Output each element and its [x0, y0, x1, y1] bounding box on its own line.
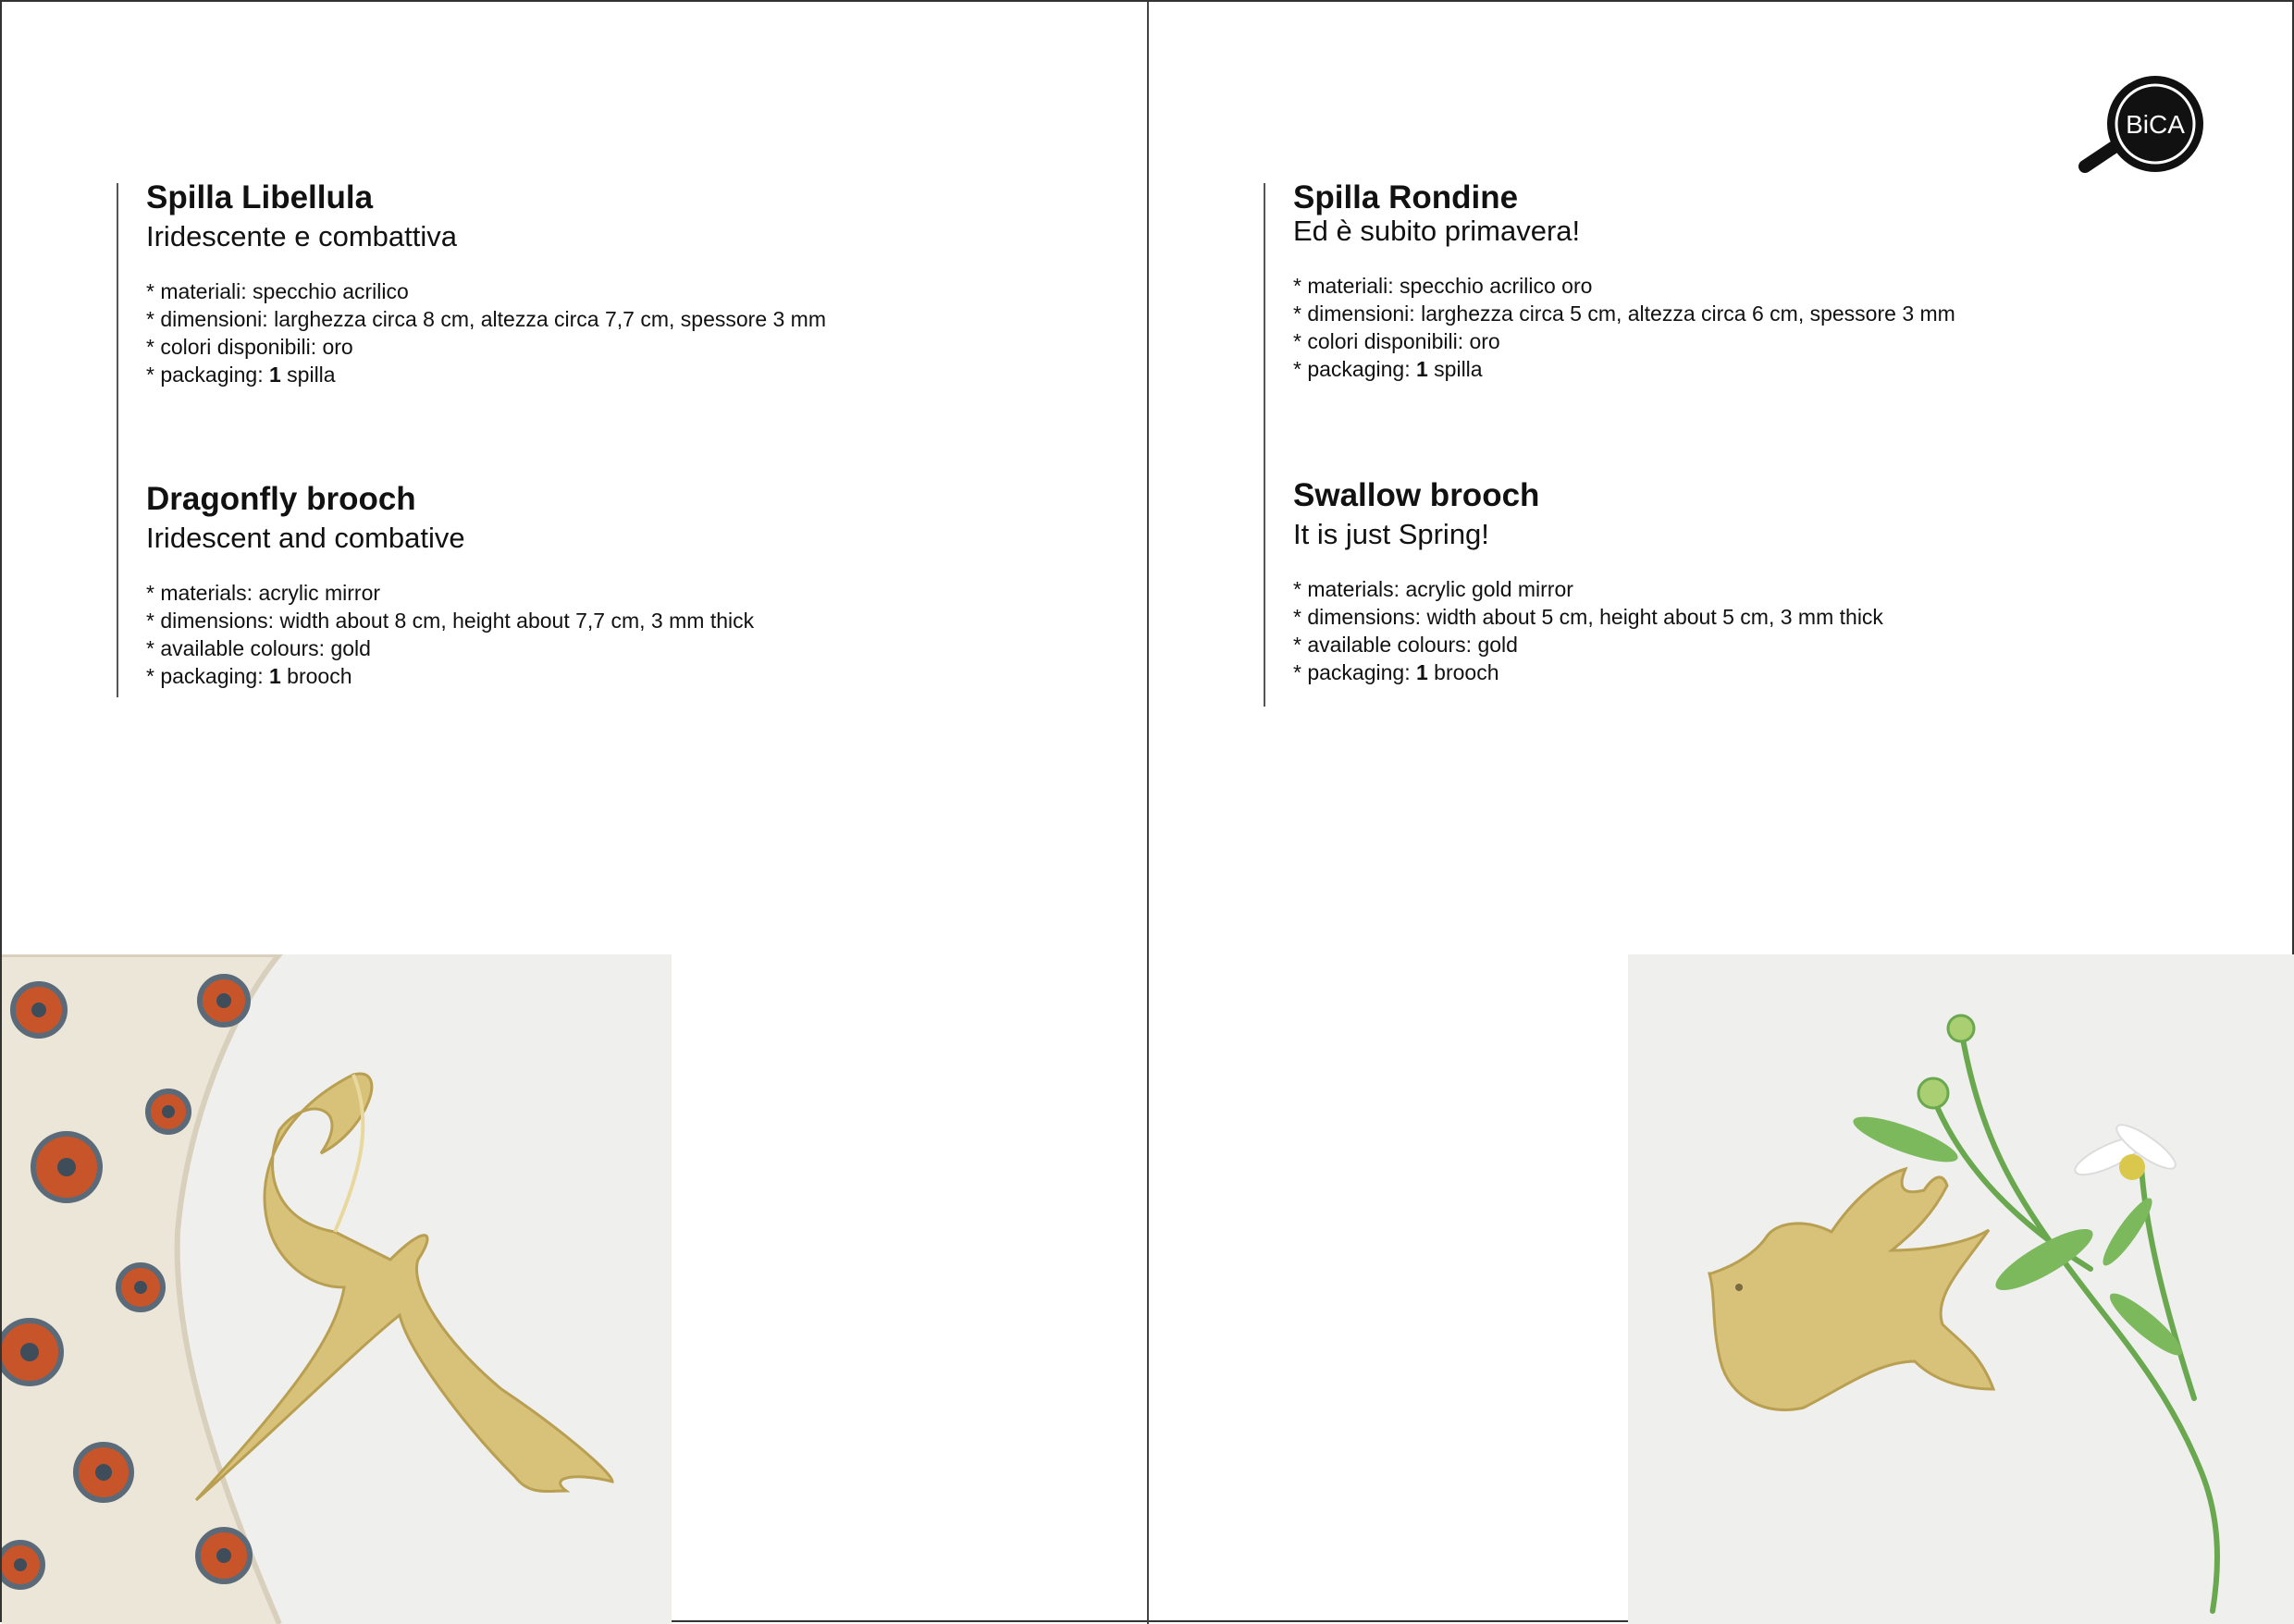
spec-item: * packaging: 1 brooch [1293, 660, 1499, 684]
bica-logo-text: BiCA [2126, 110, 2185, 139]
spec-item: * available colours: gold [1293, 633, 1518, 657]
product-subtitle-it: Iridescente e combattiva [146, 220, 458, 252]
spec-item: * materials: acrylic gold mirror [1293, 577, 1573, 601]
left-accent-bar [117, 183, 118, 697]
spec-item: * materiali: specchio acrilico [146, 279, 409, 303]
spec-item: * packaging: 1 spilla [1293, 357, 1483, 381]
product-subtitle-en: Iridescent and combative [146, 522, 465, 554]
product-subtitle-en: It is just Spring! [1293, 518, 1489, 550]
spec-list-en [1293, 575, 1883, 686]
dragonfly-photo-illustration [2, 954, 672, 1624]
right-page [1149, 2, 2294, 1624]
spec-item: * materials: acrylic mirror [146, 581, 381, 605]
spec-item: * packaging: 1 brooch [146, 664, 352, 688]
spec-list-en [146, 579, 754, 690]
right-accent-bar [1264, 183, 1265, 707]
product-title-it: Spilla Libellula [146, 179, 374, 215]
swallow-photo [1628, 954, 2294, 1624]
dragonfly-photo [2, 954, 672, 1624]
spec-item: * colori disponibili: oro [1293, 329, 1500, 353]
product-title-en: Dragonfly brooch [146, 481, 416, 517]
spec-item: * dimensions: width about 5 cm, height about 5 cm, 3 mm thick [1293, 605, 1883, 629]
swallow-photo-illustration [1628, 954, 2294, 1624]
product-subtitle-it: Ed è subito primavera! [1293, 215, 1581, 247]
dragonfly-english-block [146, 479, 754, 690]
spec-list-it [146, 277, 826, 388]
spec-item: * dimensions: width about 8 cm, height about 7,7 cm, 3 mm thick [146, 609, 755, 633]
swallow-italian-block [1293, 178, 1955, 383]
spec-item: * available colours: gold [146, 636, 371, 660]
bica-logo [2078, 74, 2216, 180]
spec-item: * dimensioni: larghezza circa 5 cm, altezza circa 6 cm, spessore 3 mm [1293, 301, 1955, 326]
swallow-english-block [1293, 475, 1883, 686]
spec-item: * dimensioni: larghezza circa 8 cm, altezza circa 7,7 cm, spessore 3 mm [146, 307, 826, 331]
spec-item: * materiali: specchio acrilico oro [1293, 274, 1593, 298]
bica-logo-mark [2078, 74, 2216, 176]
product-title-it: Spilla Rondine [1293, 179, 1519, 215]
dragonfly-italian-block [146, 178, 826, 388]
spec-item: * packaging: 1 spilla [146, 363, 336, 387]
product-title-en: Swallow brooch [1293, 477, 1540, 513]
left-page [2, 2, 1149, 1624]
spec-list-it [1293, 272, 1955, 383]
spec-item: * colori disponibili: oro [146, 335, 353, 359]
